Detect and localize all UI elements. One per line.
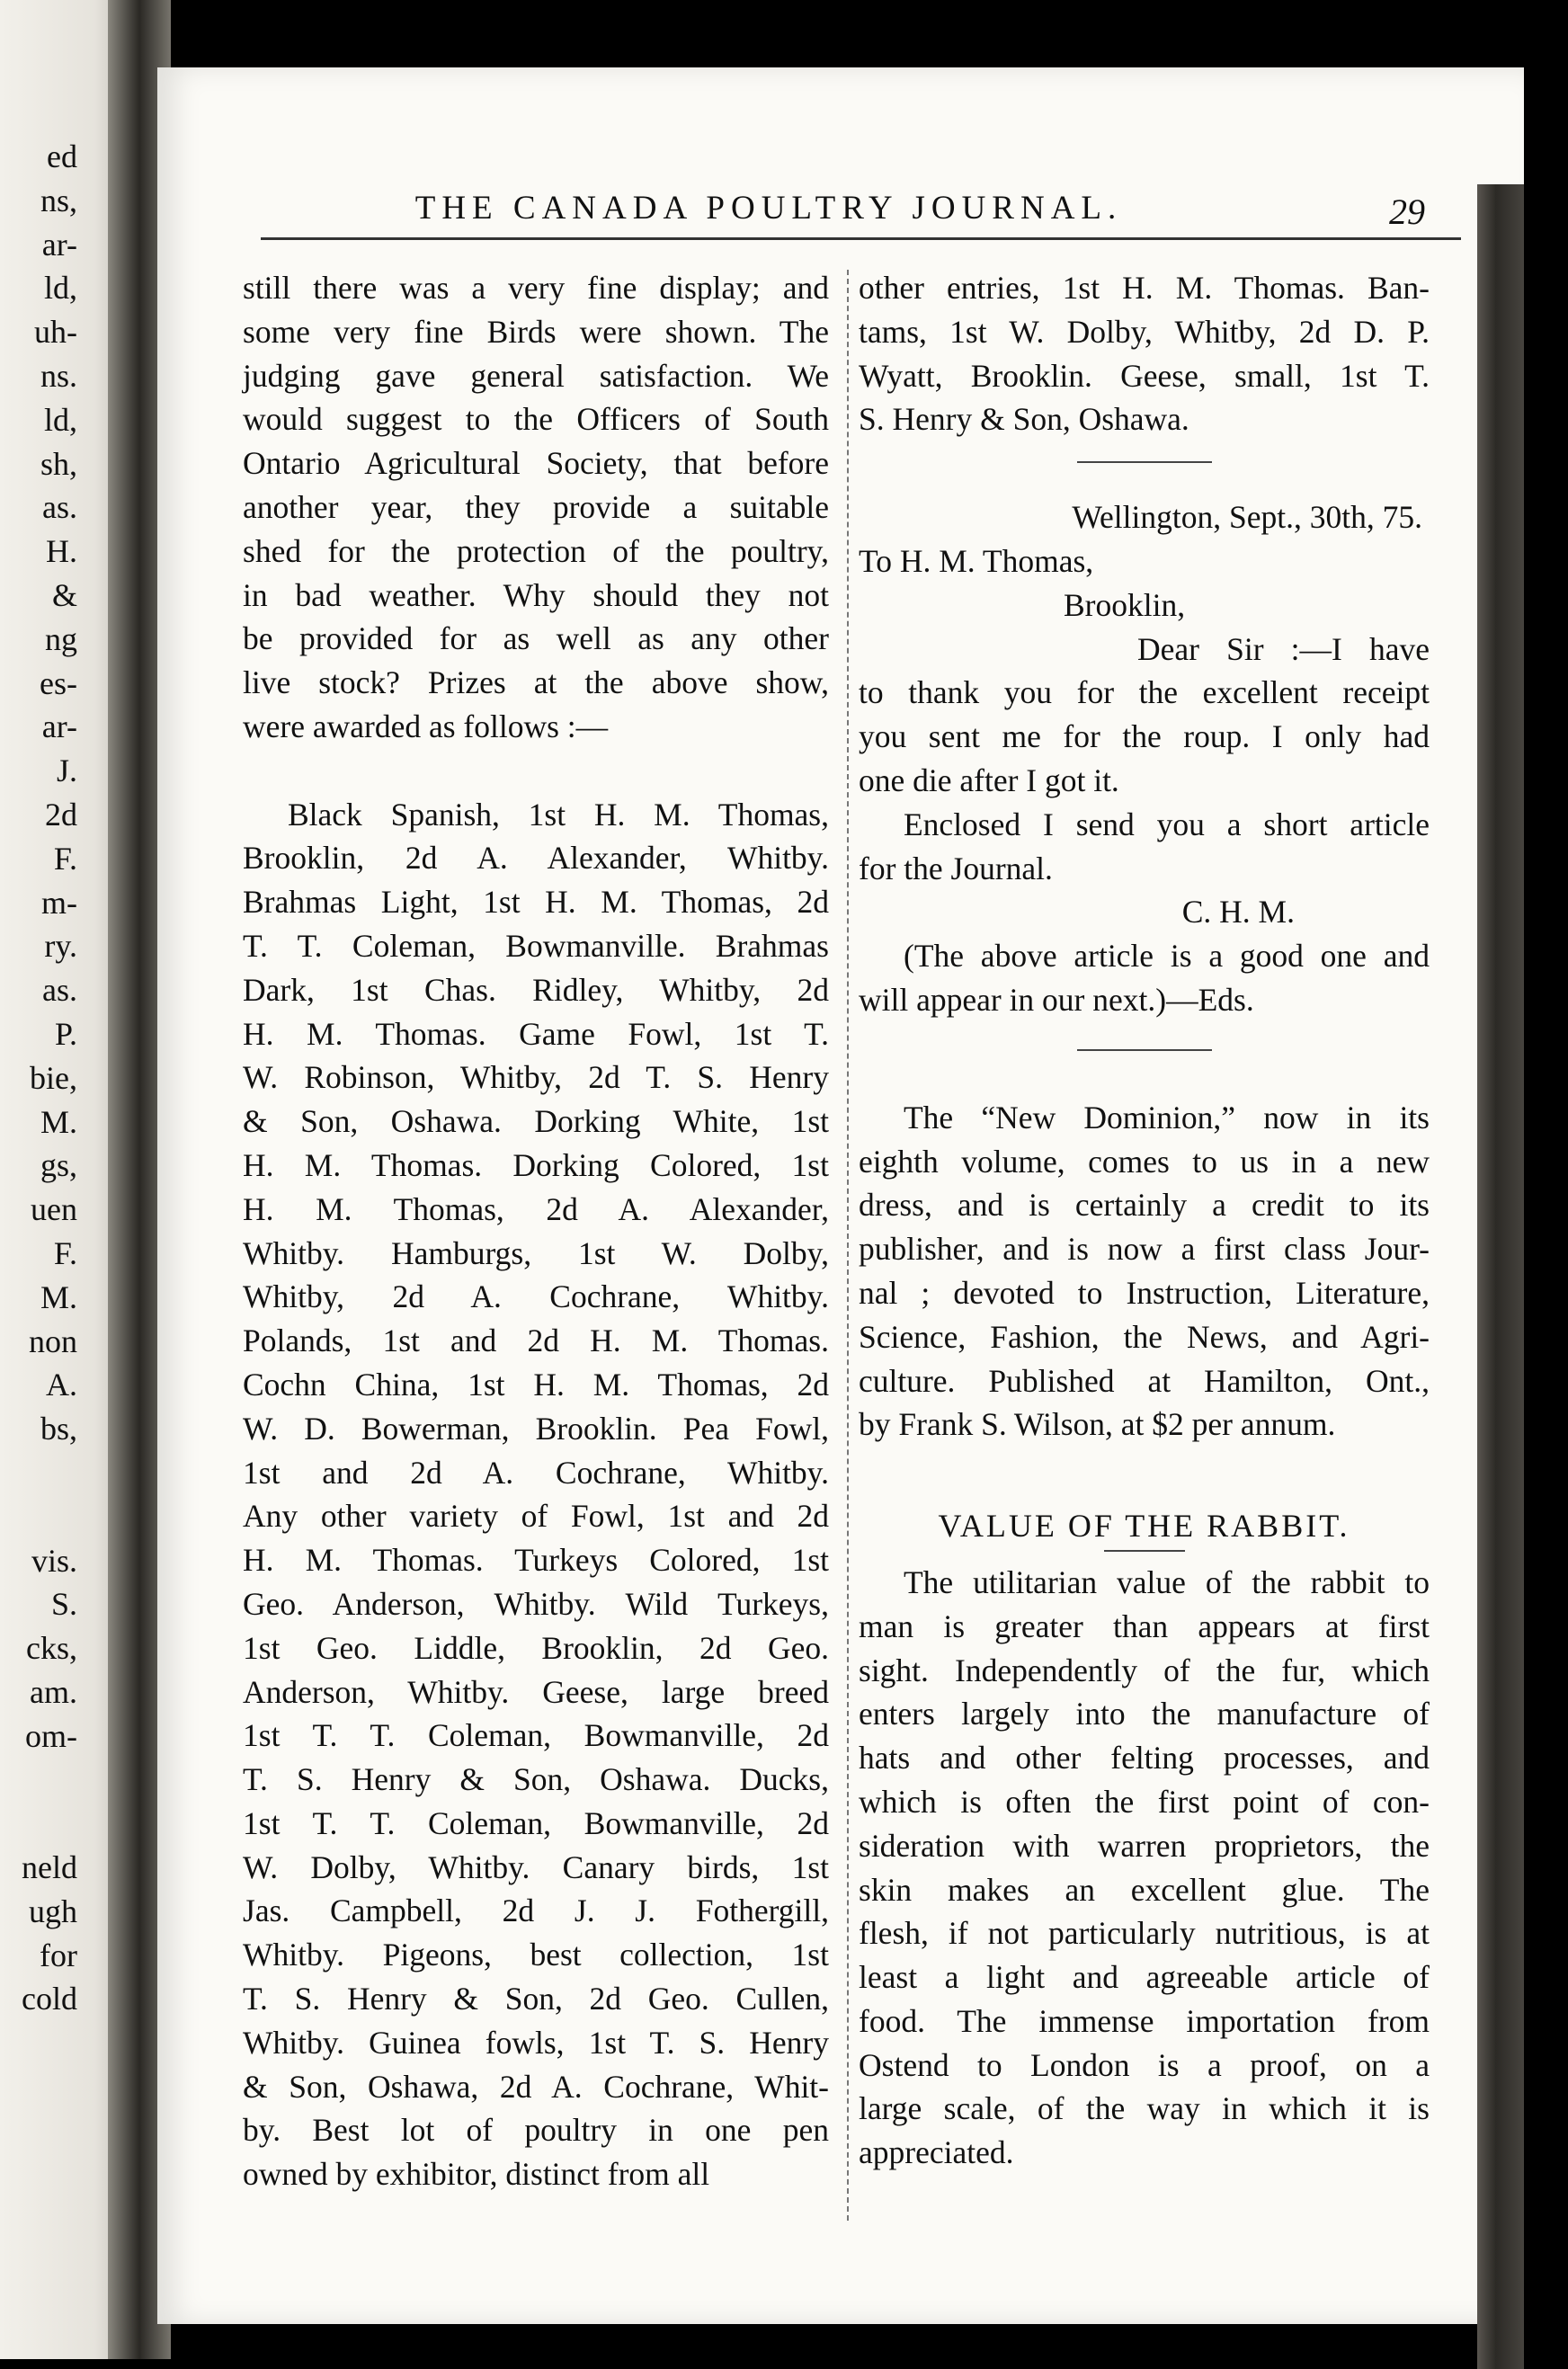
- facing-page-fragment: ns,: [40, 182, 77, 218]
- text-line: Brahmas Light, 1st H. M. Thomas, 2d: [243, 884, 829, 921]
- text-line: W. Robinson, Whitby, 2d T. S. Henry: [243, 1059, 829, 1096]
- text-line: for the Journal.: [859, 850, 1053, 886]
- facing-page-fragment: ns.: [40, 357, 77, 394]
- facing-page-fragment: vis.: [31, 1542, 77, 1579]
- text-line: H. M. Thomas. Game Fowl, 1st T.: [243, 1015, 829, 1052]
- text-line: H. M. Thomas. Dorking Colored, 1st: [243, 1146, 829, 1183]
- facing-page-fragment: S.: [50, 1586, 77, 1623]
- text-line: W. D. Bowerman, Brooklin. Pea Fowl,: [243, 1410, 829, 1447]
- text-line: which is often the first point of con-: [859, 1783, 1430, 1820]
- letter-place: Brooklin,: [1064, 586, 1186, 623]
- text-line: will appear in our next.)—Eds.: [859, 981, 1254, 1018]
- text-line: Whitby. Guinea fowls, 1st T. S. Henry: [243, 2024, 829, 2061]
- facing-page-fragment: 2d: [45, 796, 77, 833]
- header-rule: [261, 237, 1461, 240]
- text-line: publisher, and is now a first class Jour-: [859, 1231, 1430, 1268]
- facing-page-fragment: cks,: [26, 1630, 77, 1667]
- section-divider: [1077, 461, 1212, 463]
- facing-page-fragment: bie,: [30, 1059, 77, 1096]
- editor-note: [859, 934, 1430, 1022]
- facing-page-fragment: F.: [53, 1234, 77, 1271]
- facing-page-fragment: [0, 1451, 77, 1495]
- text-line: you sent me for the roup. I only had: [859, 718, 1430, 755]
- letter-body: [859, 628, 1430, 891]
- text-line: one die after I got it.: [859, 761, 1119, 798]
- facing-page-fragment: J.: [56, 753, 77, 789]
- text-line: still there was a very fine display; and: [243, 270, 829, 306]
- facing-page-fragment: sh,: [40, 445, 77, 482]
- text-line: some very fine Birds were shown. The: [243, 313, 829, 350]
- letter: [859, 495, 1430, 1022]
- text-line: Polands, 1st and 2d H. M. Thomas.: [243, 1323, 829, 1359]
- text-line: food. The immense importation from: [859, 2002, 1430, 2039]
- facing-page-fragment: P.: [54, 1015, 77, 1052]
- text-line: live stock? Prizes at the above show,: [243, 664, 829, 701]
- text-line: would suggest to the Officers of South: [243, 401, 829, 438]
- text-line: eighth volume, comes to us in a new: [859, 1143, 1430, 1180]
- text-line: other entries, 1st H. M. Thomas. Ban-: [859, 270, 1430, 306]
- text-line: Enclosed I send you a short article: [904, 806, 1430, 842]
- facing-page-fragment: ng: [45, 620, 77, 657]
- text-line: owned by exhibitor, distinct from all: [243, 2156, 710, 2193]
- facing-page-fragment: ld,: [43, 401, 77, 438]
- text-line: large scale, of the way in which it is: [859, 2090, 1430, 2127]
- facing-page-fragment: [0, 1495, 77, 1539]
- letter-addressee: To H. M. Thomas,: [859, 542, 1094, 579]
- text-line: tams, 1st W. Dolby, Whitby, 2d D. P.: [859, 313, 1430, 350]
- text-line: by. Best lot of poultry in one pen: [243, 2112, 829, 2149]
- text-line: enters largely into the manufacture of: [859, 1696, 1430, 1732]
- facing-page-fragment: M.: [40, 1103, 77, 1140]
- facing-page-fragment: M.: [40, 1278, 77, 1315]
- text-line: 1st T. T. Coleman, Bowmanville, 2d: [243, 1717, 829, 1754]
- column-divider: [847, 270, 849, 2221]
- rabbit-article-body: [859, 1561, 1430, 2175]
- text-line: another year, they provide a suitable: [243, 488, 829, 525]
- text-line: were awarded as follows :—: [243, 708, 609, 744]
- text-line: appreciated.: [859, 2134, 1014, 2171]
- facing-page-fragment: uen: [31, 1191, 77, 1228]
- facing-page-fragment: ar-: [41, 708, 77, 745]
- page-number: 29: [1389, 191, 1425, 232]
- text-line: Dark, 1st Chas. Ridley, Whitby, 2d: [243, 971, 829, 1008]
- running-header: THE CANADA POULTRY JOURNAL.: [414, 190, 1123, 227]
- text-line: hats and other felting processes, and: [859, 1740, 1430, 1777]
- text-line: & Son, Oshawa, 2d A. Cochrane, Whit-: [243, 2068, 829, 2105]
- text-line: sight. Independently of the fur, which: [859, 1652, 1430, 1688]
- text-line: (The above article is a good one and: [904, 938, 1430, 975]
- text-line: to thank you for the excellent receipt: [859, 674, 1430, 711]
- facing-page-fragment: F.: [53, 840, 77, 877]
- text-line: man is greater than appears at first: [859, 1608, 1430, 1644]
- text-line: shed for the protection of the poultry,: [243, 532, 829, 569]
- text-line: Anderson, Whitby. Geese, large breed: [243, 1673, 829, 1710]
- text-line: Dear Sir :—I have: [1137, 630, 1430, 667]
- facing-page-fragment: m-: [41, 884, 77, 921]
- facing-page-fragment: ar-: [41, 226, 77, 263]
- facing-page-fragment: neld: [22, 1849, 77, 1886]
- text-line: Whitby, 2d A. Cochrane, Whitby.: [243, 1278, 829, 1315]
- text-line: Ontario Agricultural Society, that before: [243, 445, 829, 482]
- text-line: 1st and 2d A. Cochrane, Whitby.: [243, 1454, 829, 1491]
- text-line: The utilitarian value of the rabbit to: [904, 1563, 1430, 1600]
- text-line: Black Spanish, 1st H. M. Thomas,: [288, 796, 829, 833]
- text-line: be provided for as well as any other: [243, 620, 829, 657]
- facing-page-fragment: om-: [25, 1717, 77, 1754]
- text-line: Any other variety of Fowl, 1st and 2d: [243, 1498, 829, 1535]
- text-line: & Son, Oshawa. Dorking White, 1st: [243, 1103, 829, 1140]
- facing-page-fragment: bs,: [40, 1411, 77, 1447]
- text-line: least a light and agreeable article of: [859, 1959, 1430, 1996]
- facing-page-fragment: cold: [22, 1981, 77, 2017]
- text-line: H. M. Thomas, 2d A. Alexander,: [243, 1190, 829, 1227]
- right-column: [859, 266, 1430, 2175]
- text-line: judging gave general satisfaction. We: [243, 357, 829, 394]
- text-line: culture. Published at Hamilton, Ont.,: [859, 1362, 1430, 1399]
- text-line: Jas. Campbell, 2d J. J. Fothergill,: [243, 1893, 829, 1929]
- facing-page-fragment: am.: [30, 1673, 77, 1710]
- text-line: W. Dolby, Whitby. Canary birds, 1st: [243, 1848, 829, 1885]
- text-line: [243, 749, 829, 793]
- text-line: Wyatt, Brooklin. Geese, small, 1st T.: [859, 357, 1430, 394]
- facing-page-fragment: uh-: [34, 314, 77, 351]
- facing-page-fragment: ugh: [29, 1893, 77, 1929]
- text-line: S. Henry & Son, Oshawa.: [859, 401, 1189, 438]
- new-dominion-notice: [859, 1096, 1430, 1447]
- text-line: in bad weather. Why should they not: [243, 576, 829, 613]
- section-divider: [1077, 1049, 1212, 1051]
- facing-page-fragment: as.: [42, 972, 77, 1009]
- page-edge: [1477, 184, 1524, 2369]
- facing-page-fragment: ld,: [43, 270, 77, 307]
- facing-page-text-edge: [0, 135, 77, 2021]
- facing-page-fragment: H.: [46, 533, 77, 570]
- text-line: Geo. Anderson, Whitby. Wild Turkeys,: [243, 1585, 829, 1622]
- letter-signature: C. H. M.: [1181, 894, 1295, 931]
- facing-page-fragment: ed: [47, 138, 77, 174]
- text-line: nal ; devoted to Instruction, Literature,: [859, 1274, 1430, 1311]
- text-line: The “New Dominion,” now in its: [904, 1099, 1430, 1136]
- title-rule: [1104, 1550, 1185, 1552]
- facing-page-fragment: for: [40, 1937, 77, 1973]
- text-line: Ostend to London is a proof, on a: [859, 2046, 1430, 2083]
- facing-page-fragment: A.: [46, 1367, 77, 1403]
- text-line: Whitby. Hamburgs, 1st W. Dolby,: [243, 1234, 829, 1271]
- text-line: skin makes an excellent glue. The: [859, 1871, 1430, 1908]
- text-line: T. S. Henry & Son, Oshawa. Ducks,: [243, 1761, 829, 1798]
- text-line: T. T. Coleman, Bowmanville. Brahmas: [243, 927, 829, 964]
- text-line: by Frank S. Wilson, at $2 per annum.: [859, 1406, 1336, 1443]
- facing-page-fragment: non: [29, 1323, 77, 1359]
- prize-list-continued: [859, 266, 1430, 441]
- letter-dateline: Wellington, Sept., 30th, 75.: [1072, 499, 1422, 536]
- text-line: Brooklin, 2d A. Alexander, Whitby.: [243, 840, 829, 877]
- text-line: 1st Geo. Liddle, Brooklin, 2d Geo.: [243, 1629, 829, 1666]
- facing-page-fragment: es-: [40, 664, 77, 701]
- text-line: dress, and is certainly a credit to its: [859, 1187, 1430, 1224]
- facing-page-fragment: as.: [42, 489, 77, 526]
- text-line: H. M. Thomas. Turkeys Colored, 1st: [243, 1542, 829, 1579]
- left-column: [243, 266, 829, 2196]
- text-line: Whitby. Pigeons, best collection, 1st: [243, 1937, 829, 1973]
- text-line: Cochn China, 1st H. M. Thomas, 2d: [243, 1366, 829, 1403]
- text-line: Science, Fashion, the News, and Agri-: [859, 1318, 1430, 1355]
- facing-page-fragment: gs,: [40, 1147, 77, 1184]
- text-line: flesh, if not particularly nutritious, is at: [859, 1915, 1430, 1952]
- text-line: 1st T. T. Coleman, Bowmanville, 2d: [243, 1804, 829, 1841]
- text-line: sideration with warren proprietors, the: [859, 1827, 1430, 1864]
- facing-page-fragment: &: [51, 576, 77, 613]
- facing-page-fragment: [0, 1758, 77, 1802]
- text-line: T. S. Henry & Son, 2d Geo. Cullen,: [243, 1981, 829, 2017]
- article-title: VALUE OF THE RABBIT.: [938, 1508, 1350, 1545]
- facing-page-fragment: ry.: [44, 928, 77, 965]
- facing-page-fragment: [0, 1802, 77, 1846]
